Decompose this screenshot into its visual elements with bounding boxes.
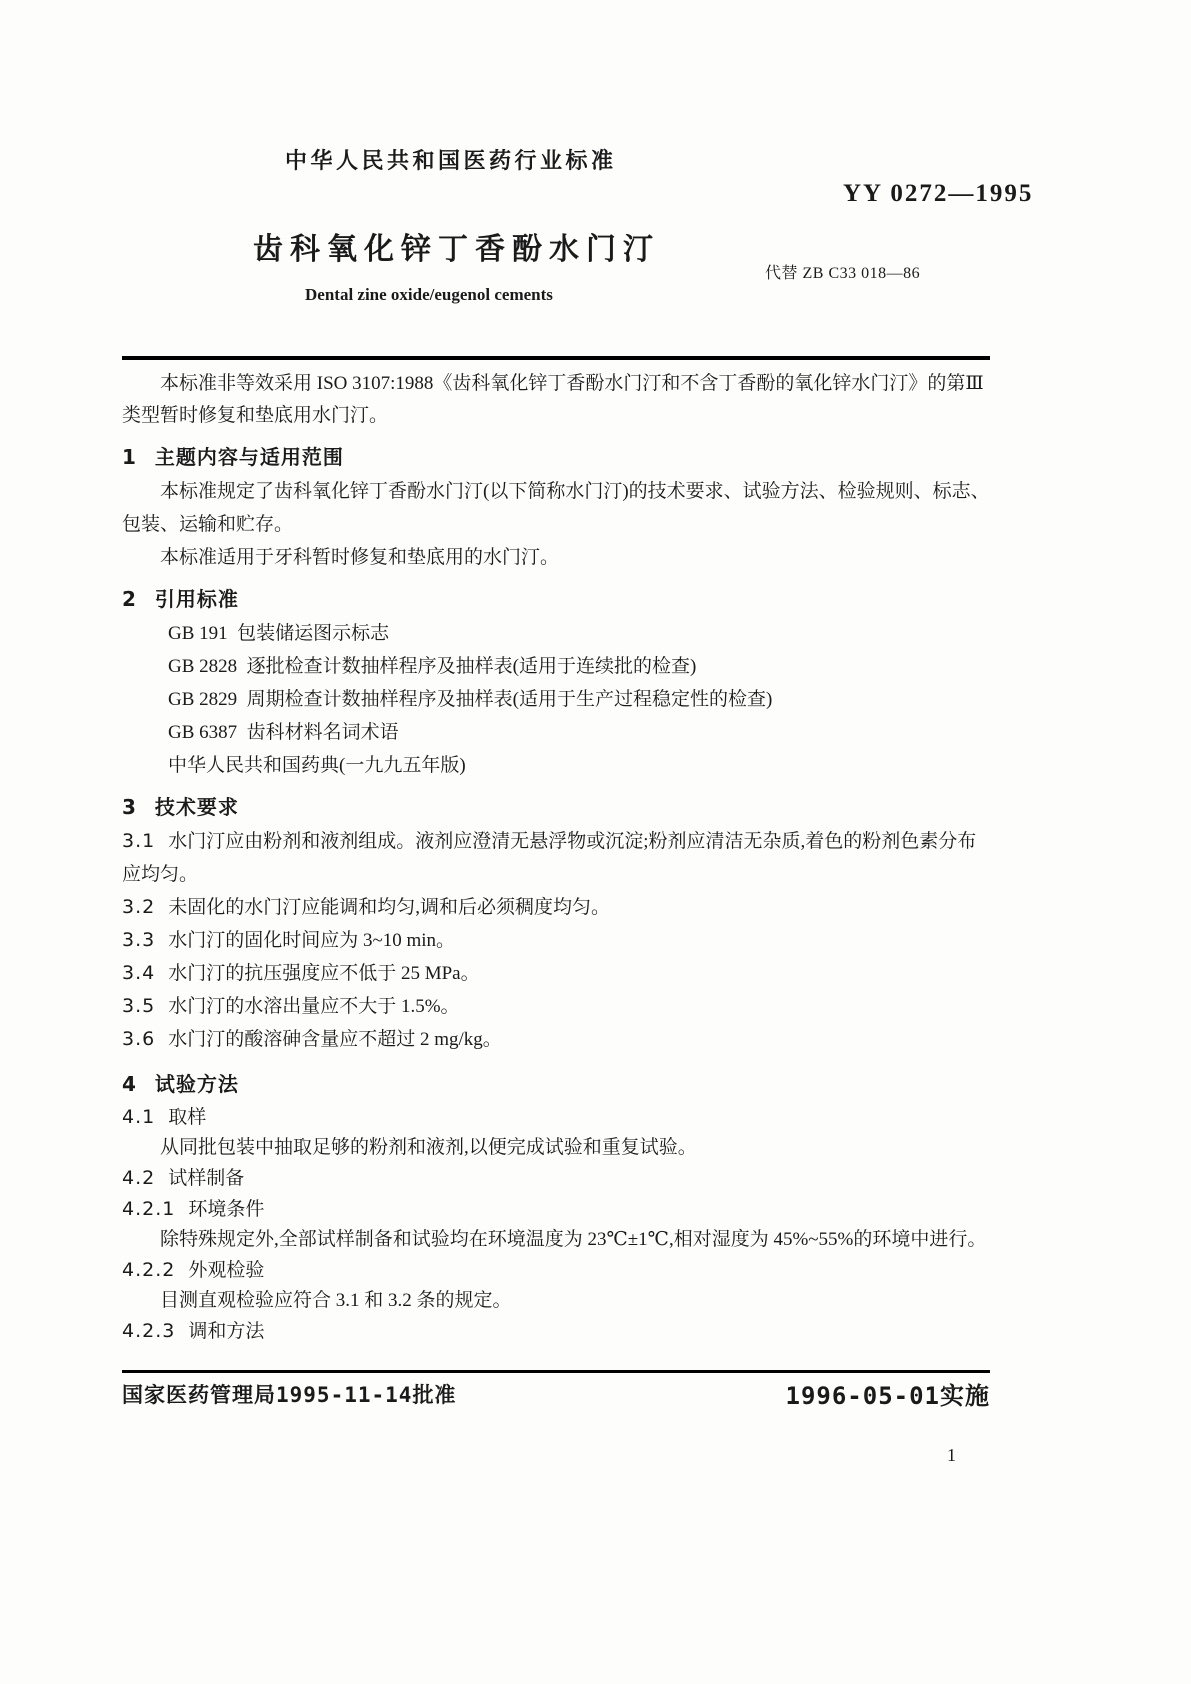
supersedes-note: 代替 ZB C33 018—86 [765,265,921,282]
foreword-paragraph: 本标准非等效采用 ISO 3107:1988《齿科氧化锌丁香酚水门汀和不含丁香酚的氧化锌水门汀》的第Ⅲ类型暂时修复和垫底用水门汀。 [122,373,984,426]
subsection-title: 取样 [168,1107,207,1128]
section-1-paragraph-2: 本标准适用于牙科暂时修复和垫底用的水门汀。 [160,547,560,568]
clause-3-5 [122,990,990,1023]
section-1-title: 主题内容与适用范围 [154,447,344,469]
section-4-number: 4 [122,1072,137,1096]
subsection-4-2-heading [122,1163,990,1194]
section-1-paragraph-1: 本标准规定了齿科氧化锌丁香酚水门汀(以下简称水门汀)的技术要求、试验方法、检验规则、标志、包装、运输和贮存。 [122,481,990,535]
implementation-suffix: 实施 [940,1383,990,1410]
subsection-title: 试样制备 [168,1168,245,1189]
section-1-heading [122,441,990,475]
subsection-4-2-1-heading [122,1194,990,1225]
section-2-title: 引用标准 [154,589,239,611]
page-number: 1 [947,1445,956,1465]
section-2-number: 2 [122,587,137,611]
section-3-title: 技术要求 [154,797,239,819]
subsection-number: 4.2.2 [122,1259,176,1281]
standard-org-line: 中华人民共和国医药行业标准 [285,148,617,173]
clause-3-2 [122,891,990,924]
subsection-4-2-3-heading [122,1316,990,1347]
clause-3-3 [122,924,990,957]
reference-item: GB 191 包装储运图示标志 [168,623,390,644]
subsection-title: 外观检验 [188,1260,265,1281]
clause-text: 水门汀的抗压强度应不低于 25 MPa。 [168,963,480,984]
clause-3-6 [122,1023,990,1056]
subsection-title: 调和方法 [188,1321,265,1342]
reference-item: GB 6387 齿科材料名词术语 [168,722,399,743]
section-4-title: 试验方法 [154,1074,239,1096]
subsection-4-1-heading [122,1102,990,1133]
clause-text: 未固化的水门汀应能调和均匀,调和后必须稠度均匀。 [168,897,610,918]
subsection-number: 4.1 [122,1106,156,1128]
section-1-number: 1 [122,445,137,469]
implementation-date: 1996-05-01 [785,1382,940,1410]
section-2-heading [122,583,990,617]
subsection-number: 4.2.3 [122,1320,176,1342]
subsection-4-2-2-paragraph: 目测直观检验应符合 3.1 和 3.2 条的规定。 [160,1290,512,1311]
section-4-heading [122,1068,990,1102]
subsection-4-2-2-heading [122,1255,990,1286]
clause-text: 水门汀的酸溶砷含量应不超过 2 mg/kg。 [168,1029,502,1050]
approval-suffix: 批准 [412,1384,457,1407]
approval-org: 国家医药管理局 [122,1384,276,1407]
reference-item: GB 2829 周期检查计数抽样程序及抽样表(适用于生产过程稳定性的检查) [168,689,773,710]
approval-line [122,1379,456,1409]
clause-3-1 [122,825,990,891]
document-header [0,0,1191,360]
subsection-4-1-paragraph: 从同批包装中抽取足够的粉剂和液剂,以便完成试验和重复试验。 [160,1137,697,1158]
clause-text: 水门汀应由粉剂和液剂组成。液剂应澄清无悬浮物或沉淀;粉剂应清洁无杂质,着色的粉剂色素分布应均匀。 [122,831,977,885]
footer-rule [122,1370,990,1373]
document-body [122,360,990,1347]
subsection-title: 环境条件 [188,1199,265,1220]
section-3-heading [122,791,990,825]
reference-list [122,617,990,782]
document-title-english: Dental zine oxide/eugenol cements [305,285,553,304]
clause-number: 3.4 [122,962,156,984]
section-4-body [122,1102,990,1347]
clause-3-4 [122,957,990,990]
subsection-number: 4.2.1 [122,1198,176,1220]
clause-number: 3.3 [122,929,156,951]
reference-item: 中华人民共和国药典(一九九五年版) [168,755,466,776]
reference-item: GB 2828 逐批检查计数抽样程序及抽样表(适用于连续批的检查) [168,656,697,677]
clause-text: 水门汀的水溶出量应不大于 1.5%。 [168,996,460,1017]
subsection-4-2-1-paragraph: 除特殊规定外,全部试样制备和试验均在环境温度为 23℃±1℃,相对湿度为 45%~55%的环境中进行。 [160,1229,987,1250]
section-3-number: 3 [122,795,137,819]
clause-number: 3.1 [122,830,156,852]
implementation-line [786,1376,991,1411]
standard-code: YY 0272—1995 [843,180,1034,207]
clause-number: 3.6 [122,1028,156,1050]
clause-text: 水门汀的固化时间应为 3~10 min。 [168,930,456,951]
subsection-number: 4.2 [122,1167,156,1189]
clause-number: 3.5 [122,995,156,1017]
document-title: 齿科氧化锌丁香酚水门汀 [253,233,660,266]
clause-number: 3.2 [122,896,156,918]
approval-date: 1995-11-14 [276,1383,413,1407]
